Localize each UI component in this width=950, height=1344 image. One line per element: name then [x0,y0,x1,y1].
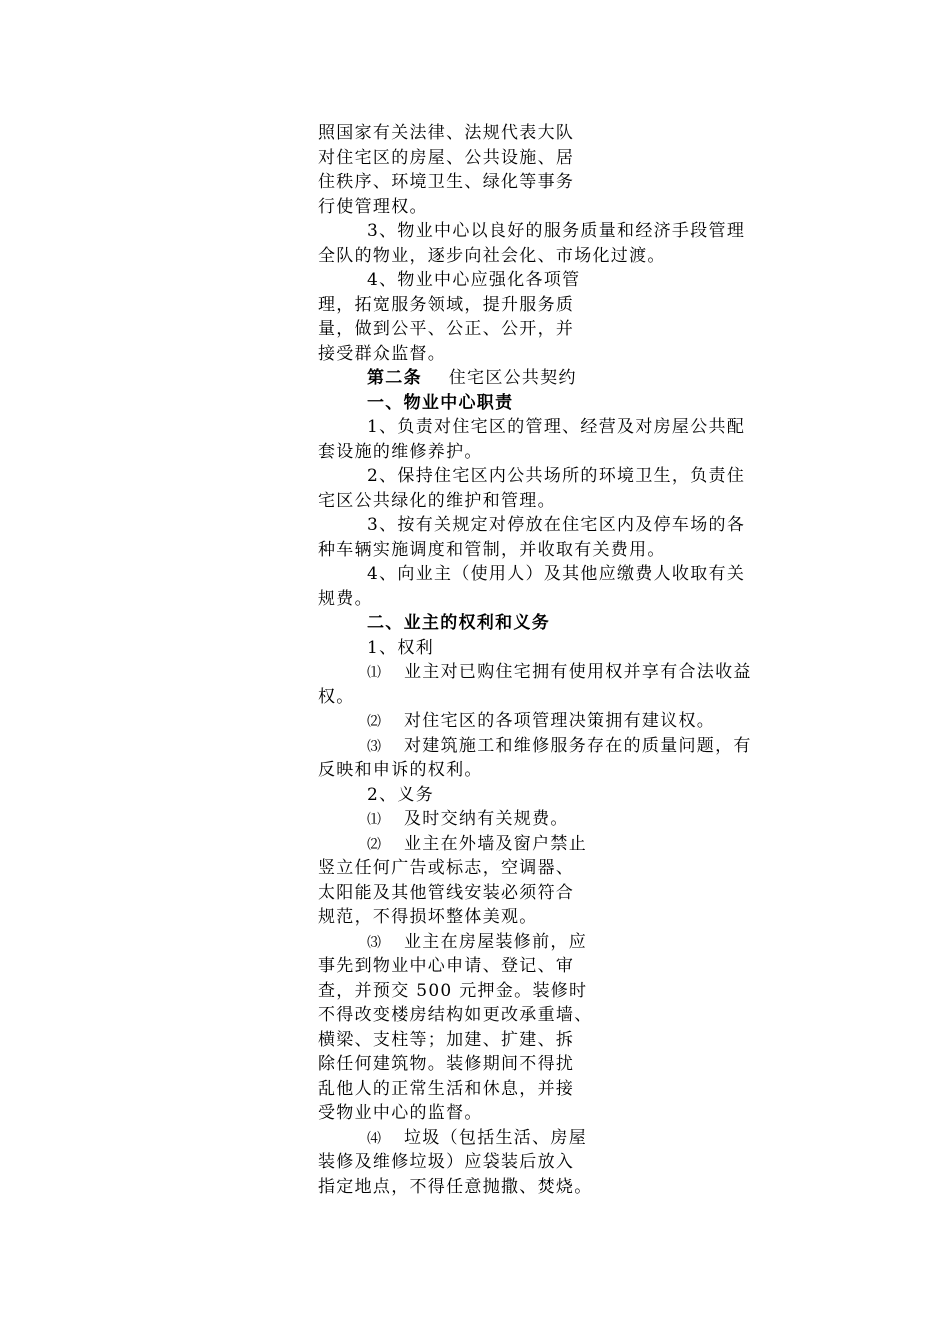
text-line: 指定地点，不得任意抛撒、焚烧。 [318,1176,593,1197]
article-number: 第二条 [367,368,422,388]
text-line: 4、向业主（使用人）及其他应缴费人收取有关 [367,564,746,584]
list-item [318,1126,778,1151]
text-line: 全队的物业，逐步向社会化、市场化过渡。 [318,245,666,266]
text-line: 照国家有关法律、法规代表大队 [318,123,575,143]
item-text: 垃圾（包括生活、房屋 [404,1127,587,1148]
section-heading: 一、物业中心职责 [367,392,514,413]
item-text: 业主对已购住宅拥有使用权并享有合法收益 [404,662,752,682]
document-body [318,121,778,1199]
item-number: ⑴ [367,812,381,828]
text-line: 2、保持住宅区内公共场所的环境卫生，负责住 [367,466,746,486]
list-item [318,832,778,857]
text-line: 太阳能及其他管线安装必须符合 [318,882,575,903]
item-text: 及时交纳有关规费。 [404,809,569,829]
item-number: ⑶ [367,934,381,951]
text-line: 4、物业中心应强化各项管 [367,270,581,290]
text-line: 装修及维修垃圾）应袋装后放入 [318,1152,575,1172]
item-text: 业主在外墙及窗户禁止 [404,833,587,854]
text-line: 宅区公共绿化的维护和管理。 [318,490,556,511]
text-line: 3、物业中心以良好的服务质量和经济手段管理 [367,221,746,241]
text-line: 不得改变楼房结构如更改承重墙、 [318,1005,593,1025]
text-line: 规范，不得损坏整体美观。 [318,907,538,927]
item-number: ⑵ [367,714,381,730]
text-line: 1、负责对住宅区的管理、经营及对房屋公共配 [367,417,746,437]
text-line: 反映和申诉的权利。 [318,760,483,780]
list-item [318,709,778,734]
text-line: 横梁、支柱等；加建、扩建、拆 [318,1029,575,1050]
article-heading [318,366,778,391]
subsection-heading: 2、义务 [367,784,435,805]
text-line: 行使管理权。 [318,196,428,217]
text-line: 种车辆实施调度和管制，并收取有关费用。 [318,539,666,560]
item-text: 业主在房屋装修前，应 [404,931,587,952]
text-line: 乱他人的正常生活和休息，并接 [318,1078,575,1099]
text-line: 除任何建筑物。装修期间不得扰 [318,1054,575,1074]
item-number: ⑵ [367,836,381,853]
text-line: 查，并预交 500 元押金。装修时 [318,980,588,1001]
subsection-heading: 1、权利 [367,637,435,658]
text-line: 对住宅区的房屋、公共设施、居 [318,147,575,168]
item-number: ⑴ [367,665,381,681]
text-line: 套设施的维修养护。 [318,441,483,462]
list-item [318,930,778,955]
text-line: 理，拓宽服务领域，提升服务质 [318,294,575,315]
list-item [318,734,778,759]
text-line: 量，做到公平、公正、公开，并 [318,319,575,339]
item-text: 对建筑施工和维修服务存在的质量问题，有 [404,735,752,756]
text-line: 权。 [318,686,355,707]
list-item [318,660,778,685]
section-heading: 二、业主的权利和义务 [367,613,550,633]
text-line: 3、按有关规定对停放在住宅区内及停车场的各 [367,515,746,535]
list-item [318,807,778,832]
text-line: 受物业中心的监督。 [318,1103,483,1123]
text-line: 规费。 [318,588,373,609]
text-line: 竖立任何广告或标志，空调器、 [318,858,575,878]
item-text: 对住宅区的各项管理决策拥有建议权。 [404,711,716,731]
item-number: ⑶ [367,738,381,755]
article-title: 住宅区公共契约 [448,368,577,388]
text-line: 接受群众监督。 [318,343,447,364]
item-number: ⑷ [367,1130,381,1147]
text-line: 事先到物业中心申请、登记、审 [318,956,575,976]
text-line: 住秩序、环境卫生、绿化等事务 [318,172,575,192]
